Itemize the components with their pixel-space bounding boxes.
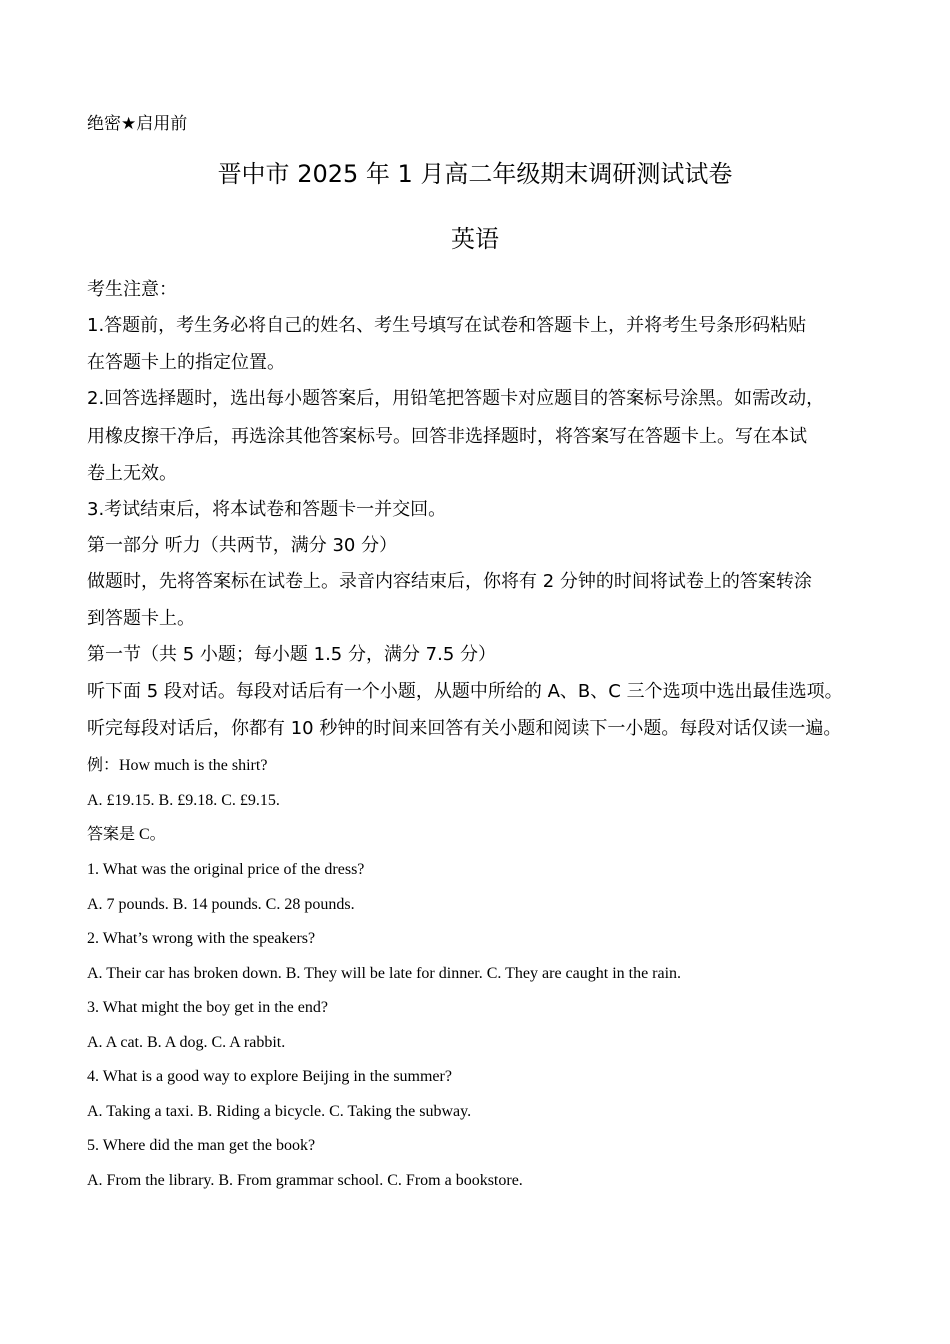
- example-options: A. £19.15. B. £9.18. C. £9.15.: [87, 792, 280, 809]
- example-question: 例：How much is the shirt?: [87, 757, 268, 774]
- part1-intro-line-2: 到答题卡上。: [87, 608, 195, 629]
- subject-title: 英语: [451, 225, 499, 253]
- question-3: 3. What might the boy get in the end?: [87, 999, 328, 1016]
- section1-heading: 第一节（共 5 小题；每小题 1.5 分，满分 7.5 分）: [87, 644, 497, 665]
- notice-item-3: 3.考试结束后，将本试卷和答题卡一并交回。: [87, 499, 447, 520]
- question-5-options: A. From the library. B. From grammar school. C. From a bookstore.: [87, 1172, 523, 1189]
- part1-intro-line-1: 做题时，先将答案标在试卷上。录音内容结束后，你将有 2 分钟的时间将试卷上的答案转涂: [87, 571, 812, 592]
- exam-title: 晋中市 2025 年 1 月高二年级期末调研测试试卷: [217, 160, 733, 188]
- question-1: 1. What was the original price of the dress?: [87, 861, 365, 878]
- confidential-label: 绝密★启用前: [87, 114, 188, 134]
- section1-instruction-line-2: 听完每段对话后，你都有 10 秒钟的时间来回答有关小题和阅读下一小题。每段对话仅读一遍。: [87, 718, 842, 739]
- question-4: 4. What is a good way to explore Beijing in the summer?: [87, 1068, 452, 1085]
- notice-item-1-line-1: 1.答题前，考生务必将自己的姓名、考生号填写在试卷和答题卡上，并将考生号条形码粘贴: [87, 315, 807, 336]
- notice-heading: 考生注意：: [87, 279, 177, 300]
- question-2-options: A. Their car has broken down. B. They will be late for dinner. C. They are caught in the rain.: [87, 965, 682, 982]
- notice-item-2-line-2: 用橡皮擦干净后，再选涂其他答案标号。回答非选择题时，将答案写在答题卡上。写在本试: [87, 426, 807, 447]
- question-1-options: A. 7 pounds. B. 14 pounds. C. 28 pounds.: [87, 896, 355, 913]
- notice-item-2-line-3: 卷上无效。: [87, 463, 177, 484]
- question-4-options: A. Taking a taxi. B. Riding a bicycle. C. Taking the subway.: [87, 1103, 472, 1120]
- section1-instruction-line-1: 听下面 5 段对话。每段对话后有一个小题，从题中所给的 A、B、C 三个选项中选出最佳选项。: [87, 681, 843, 702]
- example-answer: 答案是 C。: [87, 826, 166, 843]
- notice-item-2-line-1: 2.回答选择题时，选出每小题答案后，用铅笔把答题卡对应题目的答案标号涂黑。如需改动，: [87, 388, 825, 409]
- question-5: 5. Where did the man get the book?: [87, 1137, 316, 1154]
- question-2: 2. What’s wrong with the speakers?: [87, 930, 316, 947]
- question-3-options: A. A cat. B. A dog. C. A rabbit.: [87, 1034, 286, 1051]
- notice-item-1-line-2: 在答题卡上的指定位置。: [87, 352, 285, 373]
- part1-heading: 第一部分 听力（共两节，满分 30 分）: [87, 535, 398, 556]
